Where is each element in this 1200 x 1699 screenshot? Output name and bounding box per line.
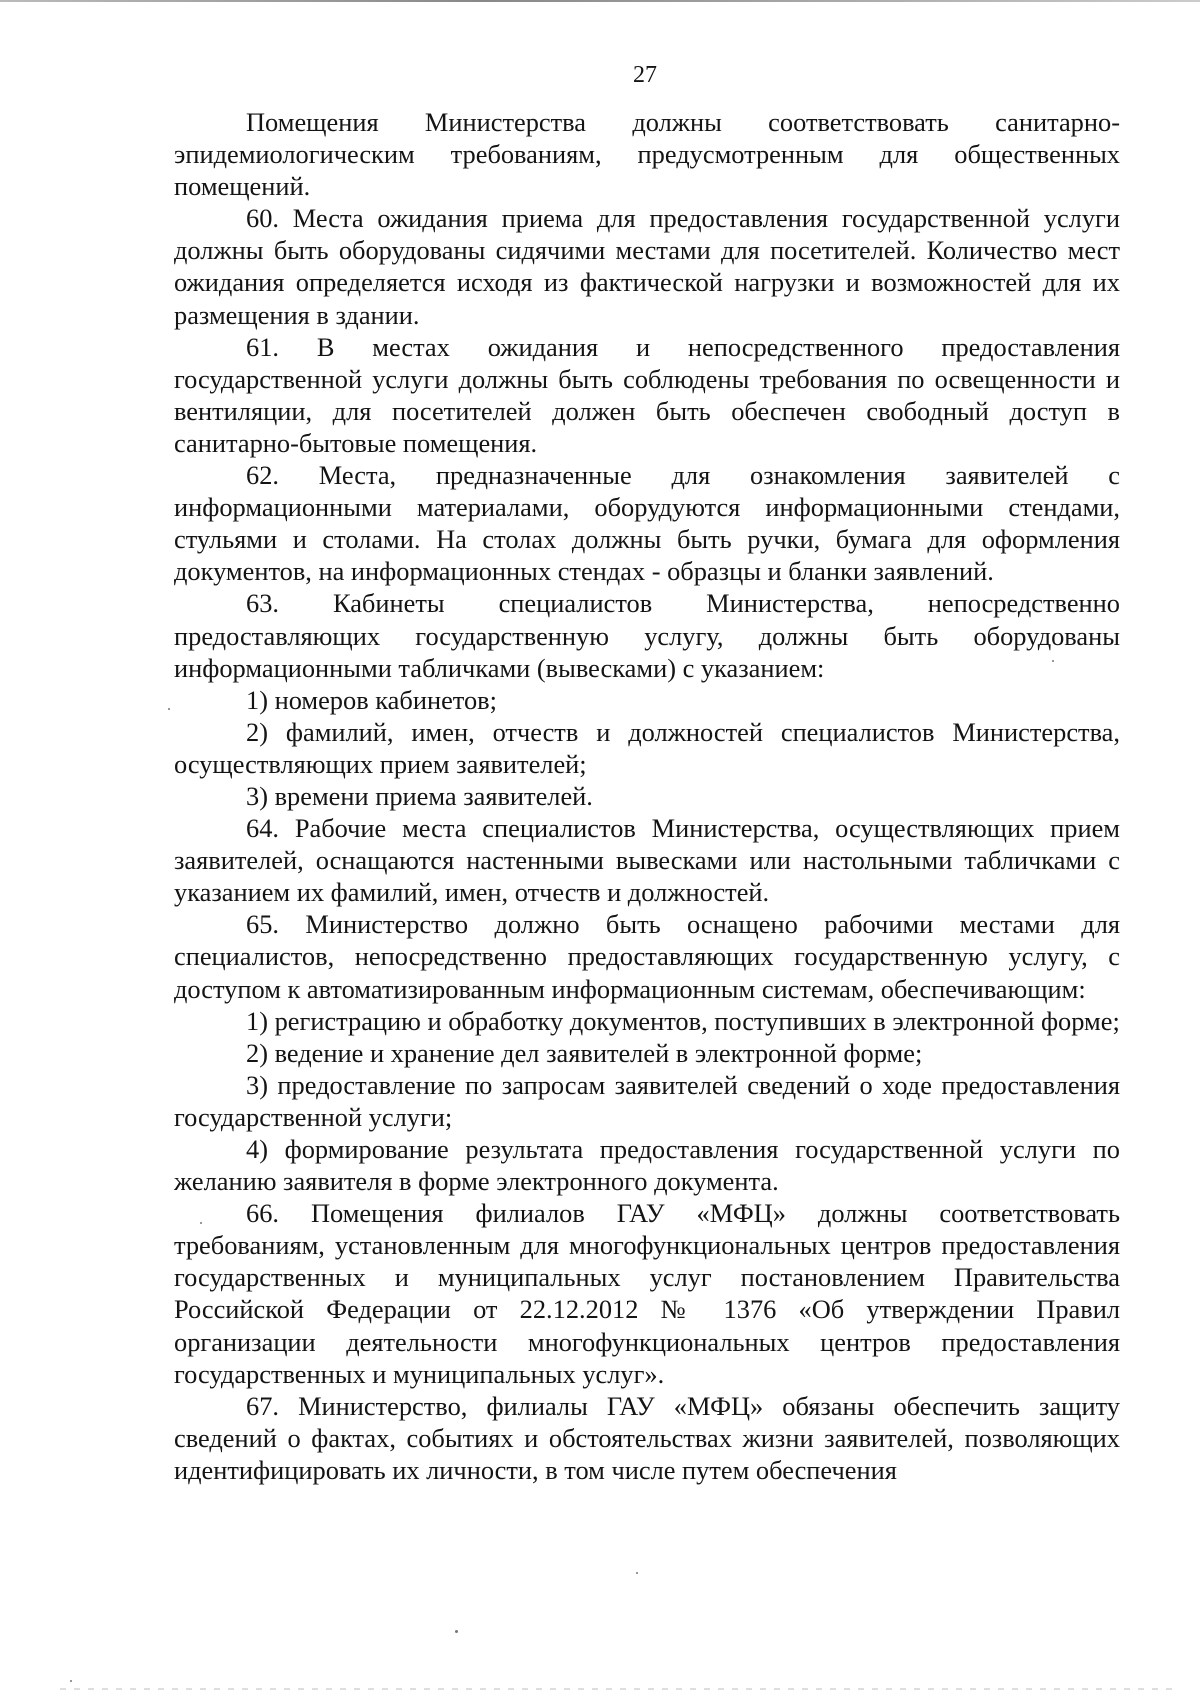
scan-edge-top	[0, 0, 1200, 2]
paragraph-61: 61. В местах ожидания и непосредственного предоставления государственной услуги должны быть соблюдены требования по освещенности и вентиляции, для посетителей должен быть обеспечен свободный доступ в санитарно-бытовые помещения.	[174, 331, 1120, 458]
paragraph-66: 66. Помещения филиалов ГАУ «МФЦ» должны соответствовать требованиям, установленным для многофункциональных центров предоставления государственных и муниципальных услуг постановлением Правительства Российской Федерации от 22.12.2012 № 1376 «Об утверждении Правил организации деятельности многофункциональных центров предоставления государственных и муниципальных услуг».	[174, 1198, 1120, 1389]
list-item-65-2: 2) ведение и хранение дел заявителей в электронной форме;	[246, 1037, 923, 1068]
scan-speck	[636, 1572, 638, 1574]
paragraph-60: 60. Места ожидания приема для предоставления государственной услуги должны быть оборудованы сидячими местами для посетителей. Количество мест ожидания определяется исходя из фактической нагрузки и возможностей для их размещения в здании.	[174, 203, 1120, 330]
paragraph-64: 64. Рабочие места специалистов Министерства, осуществляющих прием заявителей, оснащаются настенными вывесками или настольными табличками с указанием их фамилий, имен, отчеств и должностей.	[174, 813, 1120, 908]
document-body	[174, 106, 1120, 1486]
scan-edge-bottom	[60, 1688, 1180, 1690]
paragraph-intro: Помещения Министерства должны соответствовать санитарно-эпидемиологическим требованиям, предусмотренным для общественных помещений.	[174, 107, 1120, 202]
list-item-65-3: 3) предоставление по запросам заявителей сведений о ходе предоставления государственной услуги;	[174, 1069, 1120, 1132]
list-item-65-1: 1) регистрацию и обработку документов, поступивших в электронной форме;	[246, 1005, 1120, 1036]
list-item-63-1: 1) номеров кабинетов;	[246, 684, 497, 715]
paragraph-63: 63. Кабинеты специалистов Министерства, непосредственно предоставляющих государственную услугу, должны быть оборудованы информационными табличками (вывесками) с указанием:	[174, 588, 1120, 683]
scan-speck	[70, 1680, 72, 1682]
scan-speck	[200, 1222, 202, 1224]
scan-speck	[1052, 660, 1054, 662]
paragraph-65: 65. Министерство должно быть оснащено рабочими местами для специалистов, непосредственно предоставляющих государственную услугу, с доступом к автоматизированным информационным системам, обеспечивающим:	[174, 909, 1120, 1004]
scan-speck	[455, 1630, 458, 1633]
list-item-63-3: 3) времени приема заявителей.	[246, 780, 593, 811]
paragraph-62: 62. Места, предназначенные для ознакомления заявителей с информационными материалами, оборудуются информационными стендами, стульями и столами. На столах должны быть ручки, бумага для оформления документов, на информационных стендах - образцы и бланки заявлений.	[174, 460, 1120, 587]
paragraph-67: 67. Министерство, филиалы ГАУ «МФЦ» обязаны обеспечить защиту сведений о фактах, событиях и обстоятельствах жизни заявителей, позволяющих идентифицировать их личности, в том числе путем обеспечения	[174, 1390, 1120, 1485]
page-number: 27	[633, 62, 657, 88]
list-item-63-2: 2) фамилий, имен, отчеств и должностей специалистов Министерства, осуществляющих прием заявителей;	[174, 716, 1120, 779]
list-item-65-4: 4) формирование результата предоставления государственной услуги по желанию заявителя в форме электронного документа.	[174, 1134, 1120, 1197]
scan-speck	[168, 708, 170, 710]
